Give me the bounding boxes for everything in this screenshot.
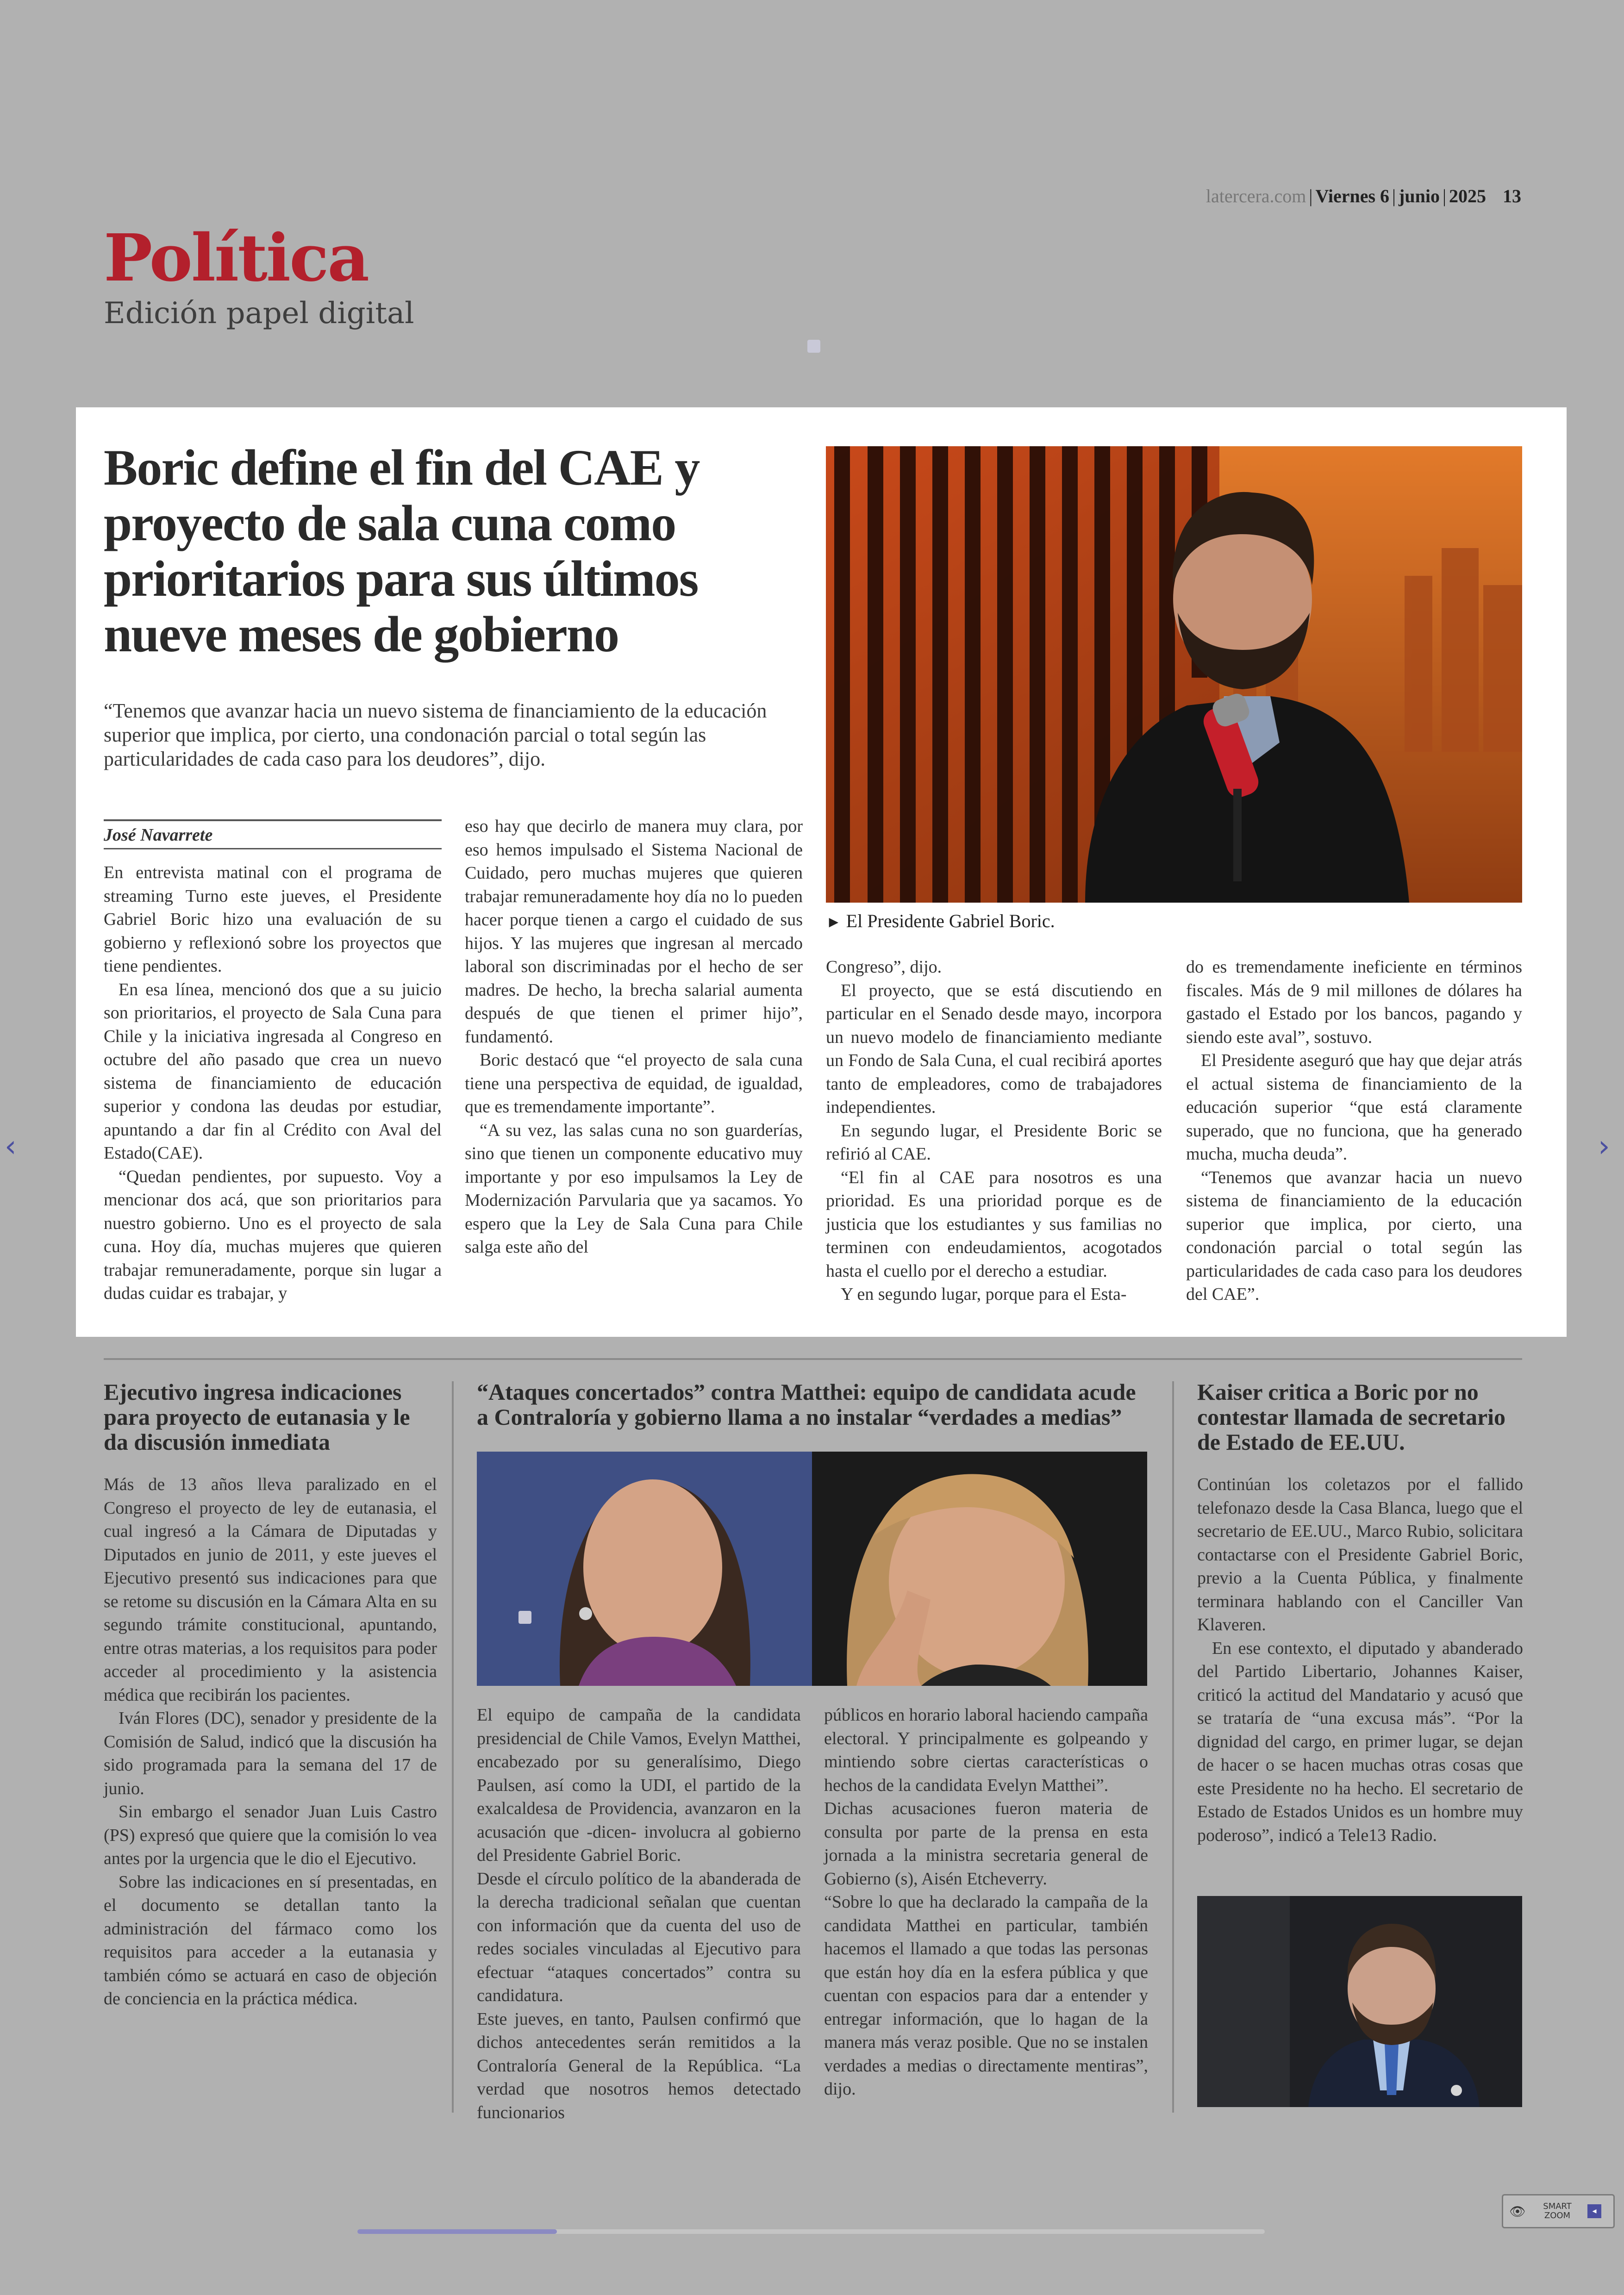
paragraph: “El fin al CAE para nosotros es una prioridad. Es una prioridad porque es de justicia que los estudiantes y sus familias no terminen con endeudamientos, acogotados hasta el cuello por el derecho a estudiar. — [826, 1167, 1162, 1281]
paragraph: El Presidente aseguró que hay que dejar atrás el actual sistema de financiamiento de la educación superior “que está claramente superado, que no funciona, que ha generado mucha, mucha deuda”. — [1186, 1051, 1522, 1164]
zoom-label-line: SMART — [1543, 2201, 1572, 2211]
paragraph: Sin embargo el senador Juan Luis Castro (PS) expresó que quiere que la comisión lo vea antes por la urgencia que le dio el Ejecutivo. — [104, 1802, 437, 1868]
article-headline: Boric define el fin del CAE y proyecto de sala cuna como prioritarios para sus últimos nueve meses de gobierno — [104, 439, 700, 662]
page-progress-fill — [357, 2229, 557, 2234]
column-divider — [452, 1381, 454, 2113]
article-column-3 — [826, 955, 1162, 1306]
story-headline: Kaiser critica a Boric por no contestar llamada de secretario de Estado de EE.UU. — [1197, 1379, 1506, 1455]
byline: José Navarrete — [104, 819, 442, 849]
caption-text: El Presidente Gabriel Boric. — [846, 911, 1055, 931]
story-headline: “Ataques concertados” contra Matthei: equipo de candidata acude a Contraloría y gobierno llama a no instalar “verdades a medias” — [477, 1379, 1136, 1430]
paragraph: El equipo de campaña de la candidata presidencial de Chile Vamos, Evelyn Matthei, encabezado por su generalísimo, Diego Paulsen, así como la UDI, el partido de la exalcaldesa de Providencia, avanzaron en la acusación que -dicen- involucra al gobierno del Presidente Gabriel Boric. — [477, 1705, 801, 1865]
paragraph: En ese contexto, el diputado y abanderado del Partido Libertario, Johannes Kaiser, criticó la actitud del Mandatario y acusó que se trataría de “una excusa más”. “Por la dignidad del cargo, en primer lugar, se dejan de hacer o se hacen muchas otras cosas que este Presidente no ha hecho. El secretario de Estado de Estados Unidos es un hombre muy poderoso”, indicó a Tele13 Radio. — [1197, 1638, 1523, 1845]
story-matthei[interactable] — [477, 1379, 1147, 1429]
story-body-col-2 — [824, 1703, 1148, 2101]
zoom-label-line: ZOOM — [1544, 2211, 1571, 2220]
paragraph: do es tremendamente ineficiente en términos fiscales. Más de 9 mil millones de dólares ha gastado el Estado por los bancos, pagando y siendo este aval”, sostuvo. — [1186, 957, 1522, 1047]
article-column-1 — [104, 861, 442, 1305]
story-kaiser[interactable] — [1197, 1379, 1523, 1847]
photo-caption — [826, 910, 1055, 932]
paragraph: eso hay que decirlo de manera muy clara, por eso hemos impulsado el Sistema Nacional de Cuidado, pero muchas mujeres que quieren trabajar remuneradamente hoy día no lo pueden hacer porque tienen a cargo el cuidado de sus hijos. Y las mujeres que ingresan al mercado laboral son discriminadas por el hecho de ser madres. De hecho, la brecha salarial aumenta después de que tienen el primer hijo”, fundamentó. — [465, 817, 803, 1047]
caption-triangle-icon: ► — [826, 914, 842, 931]
paragraph: Dichas acusaciones fueron materia de consulta por parte de la prensa en esta jornada a la ministra secretaria general de Gobierno (s), Aisén Etcheverry. — [824, 1799, 1148, 1889]
paragraph: Desde el círculo político de la abanderada de la derecha tradicional señalan que cuentan con información que da cuenta del uso de redes sociales vinculadas al Ejecutivo para efectuar “ataques concertados” contra su candidatura. — [477, 1869, 801, 2005]
zoom-hotspot-icon[interactable] — [807, 340, 820, 353]
candidates-photo — [477, 1452, 1147, 1686]
site-name: latercera.com — [1206, 186, 1306, 206]
paragraph: Congreso”, dijo. — [826, 957, 942, 977]
paragraph: En segundo lugar, el Presidente Boric se refirió al CAE. — [826, 1121, 1162, 1164]
paragraph: Más de 13 años lleva paralizado en el Congreso el proyecto de ley de eutanasia, el cual ingresó a la Cámara de Diputadas y Diputados en junio de 2011, y este jueves el Ejecutivo presentó sus indicaciones para que se retome su discusión en la Cámara Alta en su segundo trámite constitucional, apuntando, entre otras materias, a los requisitos para poder acceder al procedimiento y la asistencia médica que recibirán los pacientes. — [104, 1475, 437, 1705]
chevron-left-icon[interactable]: ‹ — [5, 1129, 17, 1164]
paragraph: Iván Flores (DC), senador y presidente de la Comisión de Salud, indicó que la discusión ha sido programada para la semana del 17 de junio. — [104, 1709, 437, 1798]
paragraph: “Sobre lo que ha declarado la campaña de la candidata Matthei en particular, también hacemos el llamado a que todas las personas que están hoy día en la esfera pública y que cuentan con espacios para dar a entender y entregar información, que lo hagan de la manera más veraz posible. Que no se instalen verdades a medias o directamente mentiras”, dijo. — [824, 1892, 1148, 2099]
month: junio — [1399, 186, 1440, 206]
story-body — [104, 1473, 437, 2011]
story-body — [1197, 1473, 1523, 1847]
article-standfirst: “Tenemos que avanzar hacia un nuevo sistema de financiamiento de la educación superior que implica, por cierto, una condonación parcial o total según las particularidades de cada caso para los deudores”, dijo. — [104, 699, 767, 770]
article-column-2 — [465, 815, 803, 1259]
story-body-col-1 — [477, 1703, 801, 2124]
weekday: Viernes 6 — [1315, 186, 1390, 206]
column-divider — [1172, 1381, 1174, 2113]
paragraph: “Quedan pendientes, por supuesto. Voy a mencionar dos acá, que son prioritarios para nuestro gobierno. Uno es el proyecto de sala cuna. Hoy día, muchas mujeres que quieren trabajar remuneradamente, porque sin lugar a dudas cuidar es trabajar, y — [104, 1166, 442, 1303]
edition-label: Edición papel digital — [104, 296, 414, 331]
paragraph: Y en segundo lugar, porque para el Esta- — [841, 1285, 1127, 1304]
zoom-hotspot-icon[interactable] — [518, 1611, 531, 1624]
paragraph: El proyecto, que se está discutiendo en particular en el Senado desde mayo, incorpora un nuevo modelo de financiamiento mediante un Fondo de Sala Cuna, el cual recibirá aportes tanto de empleadores, como de trabajadores independientes. — [826, 980, 1162, 1117]
page-number: 13 — [1503, 186, 1521, 206]
article-column-4 — [1186, 955, 1522, 1306]
chevron-right-icon[interactable]: › — [1598, 1129, 1610, 1164]
boric-photo — [826, 446, 1522, 903]
zoom-toggle-icon[interactable]: ◂ — [1587, 2204, 1601, 2218]
dateline: latercera.com | Viernes 6 | junio | 2025 13 — [1206, 186, 1521, 206]
section-title: Política — [104, 220, 369, 296]
paragraph: Continúan los coletazos por el fallido telefonazo desde la Casa Blanca, luego que el secretario de EE.UU., Marco Rubio, solicitara contactarse con el Presidente Gabriel Boric, previo a la Cuenta Pública, y finalmente terminara hablando con el Canciller Van Klaveren. — [1197, 1475, 1523, 1634]
year: 2025 — [1449, 186, 1486, 206]
paragraph: Boric destacó que “el proyecto de sala cuna tiene una perspectiva de equidad, de igualdad, que es tremendamente importante”. — [465, 1050, 803, 1116]
paragraph: públicos en horario laboral haciendo campaña electoral. Y principalmente es golpeando y mintiendo sobre ciertas características o hechos de la candidata Evelyn Matthei”. — [824, 1705, 1148, 1795]
section-divider — [104, 1358, 1522, 1360]
story-eutanasia[interactable] — [104, 1379, 437, 2011]
paragraph: En entrevista matinal con el programa de streaming Turno este jueves, el Presidente Gabriel Boric hizo una evaluación de su gobierno y reflexionó sobre los proyectos que tiene pendientes. — [104, 863, 442, 976]
page-progress-bar[interactable] — [357, 2229, 1265, 2234]
main-article[interactable] — [76, 407, 1567, 1337]
paragraph: “A su vez, las salas cuna no son guarderías, sino que tienen un componente educativo muy importante y por eso impulsamos la Ley de Modernización Parvularia que ya sacamos. Yo espero que la Ley de Sala Cuna para Chile salga este año del — [465, 1120, 803, 1257]
story-headline: Ejecutivo ingresa indicaciones para proyecto de eutanasia y le da discusión inmediata — [104, 1379, 410, 1455]
paragraph: Sobre las indicaciones en sí presentadas, en el documento se detallan tanto la administración del fármaco como los requisitos para acceder a la eutanasia y también cómo se actuará en caso de objeción de conciencia en la práctica médica. — [104, 1872, 437, 2008]
smart-zoom-label — [1532, 2202, 1583, 2220]
kaiser-photo — [1197, 1896, 1522, 2107]
paragraph: “Tenemos que avanzar hacia un nuevo sistema de financiamiento de la educación superior que implica, por cierto, una condonación parcial o total según las particularidades de cada caso para los deudores del CAE”. — [1186, 1167, 1522, 1304]
eye-icon: 👁 — [1509, 2203, 1526, 2219]
smart-zoom-button[interactable] — [1502, 2194, 1615, 2228]
paragraph: Este jueves, en tanto, Paulsen confirmó que dichos antecedentes serán remitidos a la Contraloría General de la República. “La verdad que nosotros hemos detectado funcionarios — [477, 2009, 801, 2122]
paragraph: En esa línea, mencionó dos que a su juicio son prioritarios, el proyecto de Sala Cuna para Chile y la iniciativa ingresada al Congreso en octubre del año pasado que crea un nuevo sistema de financiamiento de educación superior y condona las deudas por estudiar, apuntando a dar fin al Crédito con Aval del Estado(CAE). — [104, 979, 442, 1163]
